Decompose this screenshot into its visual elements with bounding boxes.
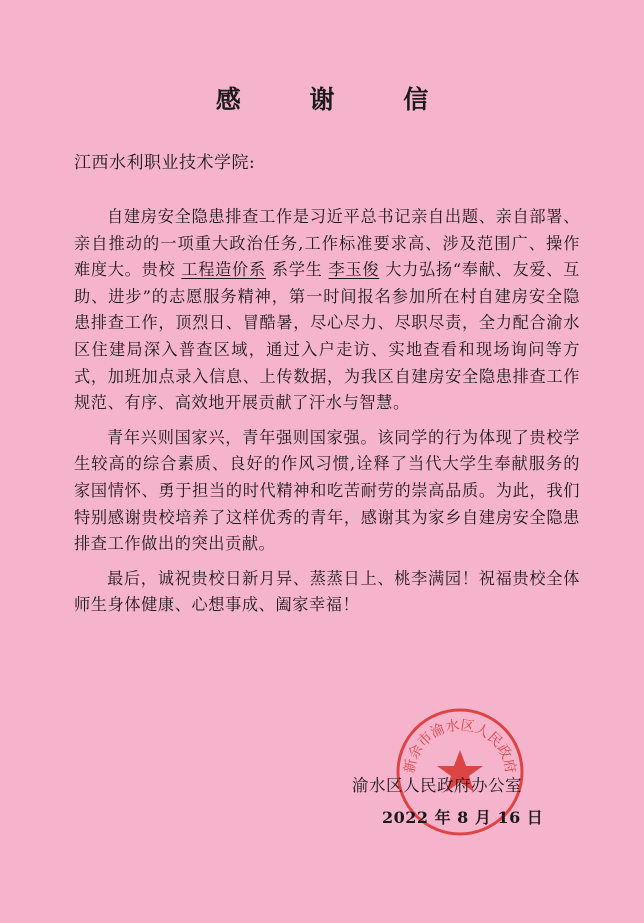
signature-date: 2022 年 8 月 16 日	[382, 808, 544, 827]
paragraph-1-part-a: 自建房安全隐患排查工作是习近平总书记亲自出题、亲自部署、亲自推动的一项重大政治任务,工作标准要求高、涉及范围广、操作难度大。贵校	[74, 207, 580, 280]
letter-body	[74, 204, 580, 627]
paragraph-1	[74, 204, 580, 417]
seal-text: 新余市渝水区人民政府	[401, 717, 519, 775]
salutation: 江西水利职业技术学院:	[74, 153, 256, 173]
paragraph-2: 青年兴则国家兴，青年强则国家强。该同学的行为体现了贵校学生较高的综合素质、良好的作风习惯,诠释了当代大学生奉献服务的家国情怀、勇于担当的时代精神和吃苦耐劳的崇高品质。为此，我们特别感谢贵校培养了这样优秀的青年，感谢其为家乡自建房安全隐患排查工作做出的突出贡献。	[74, 427, 580, 554]
letter-title: 感 谢 信	[215, 85, 459, 114]
student-name: 李玉俊	[328, 260, 380, 280]
signature-organization: 渝水区人民政府办公室	[352, 776, 522, 795]
paragraph-1-part-b: 系学生	[271, 260, 323, 280]
paragraph-3: 最后，诚祝贵校日新月异、蒸蒸日上、桃李满园！祝福贵校全体师生身体健康、心想事成、阖家幸福！	[74, 568, 580, 615]
department-name: 工程造价系	[181, 260, 266, 280]
paragraph-1-part-c: 大力弘扬“奉献、友爱、互助、进步”的志愿服务精神，第一时间报名参加所在村自建房安全隐患排查工作，顶烈日、冒酷暑，尽心尽力、尽职尽责，全力配合渝水区住建局深入普查区域，通过入户走访、实地查看和现场询问等方式，加班加点录入信息、上传数据，为我区自建房安全隐患排查工作规范、有序、高效地开展贡献了汗水与智慧。	[74, 260, 580, 413]
